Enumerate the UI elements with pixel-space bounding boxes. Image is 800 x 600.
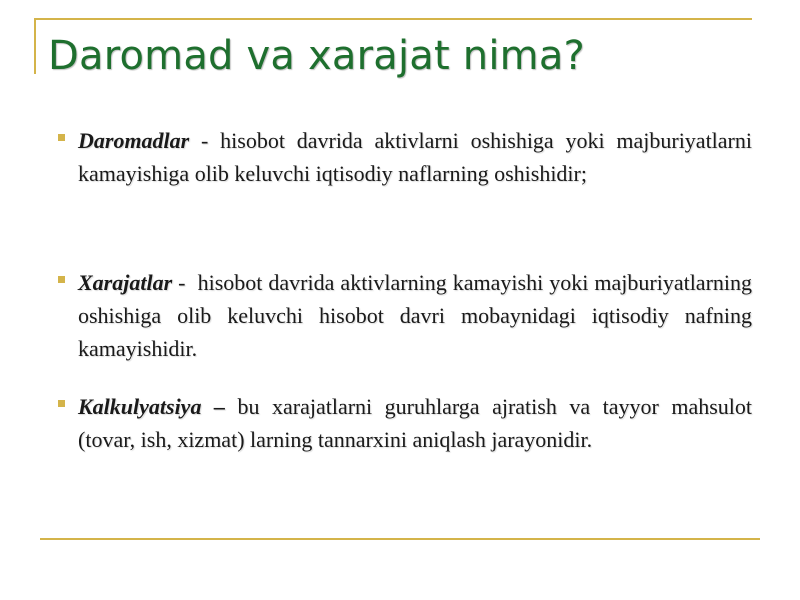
square-bullet-icon [58,134,65,141]
bullet-definition: bu xarajatlarni guruhlarga ajratish va tayyor mahsulot (tovar, ish, xizmat) larning tannarxini aniqlash jarayonidir. [78,394,752,452]
bullet-term: Xarajatlar [78,270,173,295]
slide-title: Daromad va xarajat nima? [48,33,585,79]
bullet-separator: - [172,270,198,295]
square-bullet-icon [58,276,65,283]
bullet-text [78,390,752,456]
bullet-definition: hisobot davrida aktivlarning kamayishi yoki majburiyatlarning oshishiga olib keluvchi hisobot davri mobaynidagi iqtisodiy nafning kamayishidir. [78,270,753,361]
square-bullet-icon [58,400,65,407]
bullet-text [78,124,752,190]
footer-rule [40,538,760,540]
bullet-text [78,266,752,365]
bullet-separator [225,394,238,419]
bullet-term: Kalkulyatsiya – [78,394,225,419]
bullet-separator: - [189,128,221,153]
bullet-definition: hisobot davrida aktivlarni oshishiga yoki majburiyatlarni kamayishiga olib keluvchi iqtisodiy naflarning oshishidir; [78,128,752,186]
bullet-term: Daromadlar [78,128,190,153]
